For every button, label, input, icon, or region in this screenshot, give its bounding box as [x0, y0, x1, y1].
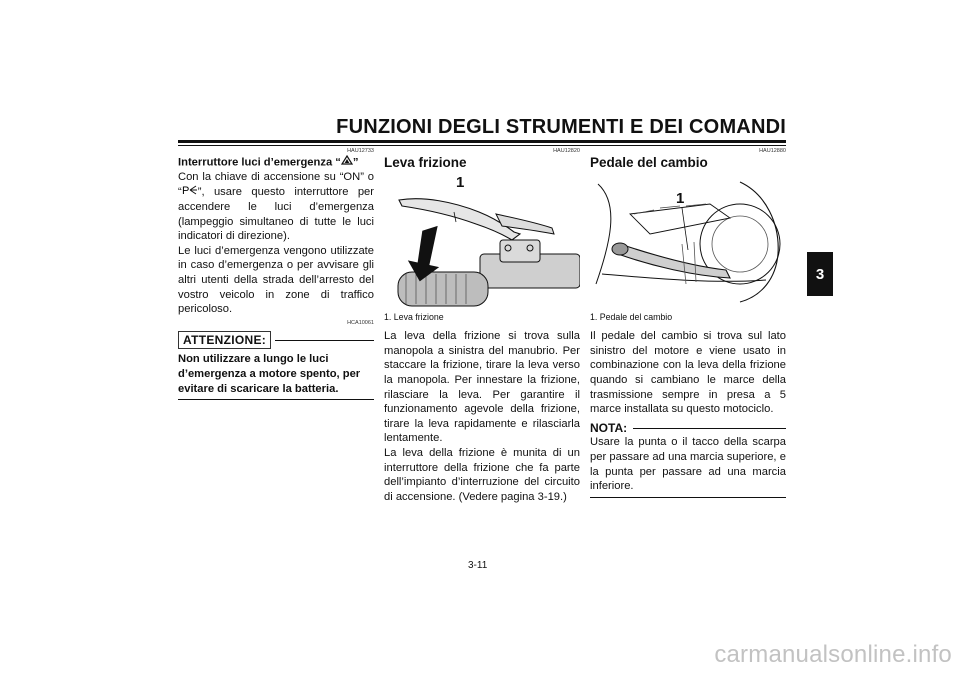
shift-title: Pedale del cambio [590, 155, 708, 170]
clutch-caption: 1. Leva frizione [384, 311, 444, 322]
column-shift-pedal [590, 148, 786, 498]
nota-rule [633, 428, 786, 429]
clutch-callout-number: 1 [456, 173, 465, 191]
hazard-subtitle [178, 155, 374, 170]
caution-code: HCA10061 [347, 319, 374, 326]
watermark: carmanualsonline.info [714, 641, 952, 668]
column-clutch-lever [384, 148, 580, 504]
clutch-paragraph-1: La leva della frizione si trova sulla manopola a sinistra del manubrio. Per staccare la frizione, tirare la leva verso la manopola. Per innestare la frizione, rilasciare la leva. Per garantire il funzionamento agevole della frizione, tirare la leva rapidamente e rilasciarla lentamente. [384, 330, 580, 445]
shift-paragraph-1: Il pedale del cambio si trova sul lato sinistro del motore e viene usato in combinazione con la leva della frizione quando si cambiano le marce della trasmissione sempre in presa a 5 marce installata su questo motociclo. [590, 330, 786, 416]
caution-label: ATTENZIONE: [178, 331, 271, 350]
caution-heading [178, 331, 374, 350]
chapter-tab: 3 [807, 252, 833, 296]
parking-position-icon [182, 184, 198, 200]
hazard-p1-end: ”, usare questo interruttore per accendere le luci d’emergenza (lampeggio simultaneo di tutte le luci indicatori di direzione). [178, 186, 374, 243]
nota-heading [590, 421, 786, 436]
clutch-lever-illustration [384, 174, 580, 310]
svg-text:P: P [181, 185, 190, 196]
caution-text: Non utilizzare a lungo le luci d’emergenza a motore spento, per evitare di scaricare la batteria. [178, 352, 374, 400]
clutch-title: Leva frizione [384, 155, 467, 170]
clutch-paragraph-2: La leva della frizione è munita di un interruttore della frizione che fa parte dell’impianto d’interruzione del circuito di accensione. (Vedere pagina 3-19.) [384, 446, 580, 503]
caution-rule [275, 340, 374, 341]
shift-pedal-illustration [590, 174, 786, 310]
nota-text: Usare la punta o il tacco della scarpa per passare ad una marcia superiore, e la punta per passare ad una marcia inferiore. [590, 435, 786, 497]
hazard-subtitle-text: Interruttore luci d’emergenza “ [178, 156, 341, 169]
section-code: HAU12733 [347, 148, 374, 154]
section-code: HAU12880 [759, 148, 786, 154]
hazard-p1-start: Con la chiave di accensione su “ON” o “ [178, 170, 374, 199]
page-header-title: FUNZIONI DEGLI STRUMENTI E DEI COMANDI [336, 116, 786, 138]
shift-caption: 1. Pedale del cambio [590, 311, 673, 322]
section-code: HAU12820 [553, 148, 580, 154]
column-hazard-switch [178, 148, 374, 400]
header-rule-thin [178, 145, 786, 146]
hazard-subtitle-close: ” [352, 156, 359, 169]
page-number: 3-11 [468, 560, 488, 571]
header-rule [178, 140, 786, 143]
hazard-paragraph-1 [178, 170, 374, 244]
hazard-paragraph-2: Le luci d’emergenza vengono utilizzate in caso d’emergenza o per avvisare gli altri utenti della strada dell’arresto del vostro veicolo in zone di traffico pericoloso. [178, 244, 374, 316]
hazard-triangle-icon [341, 155, 353, 170]
nota-label: NOTA: [590, 420, 628, 435]
shift-callout-number: 1 [676, 189, 685, 207]
